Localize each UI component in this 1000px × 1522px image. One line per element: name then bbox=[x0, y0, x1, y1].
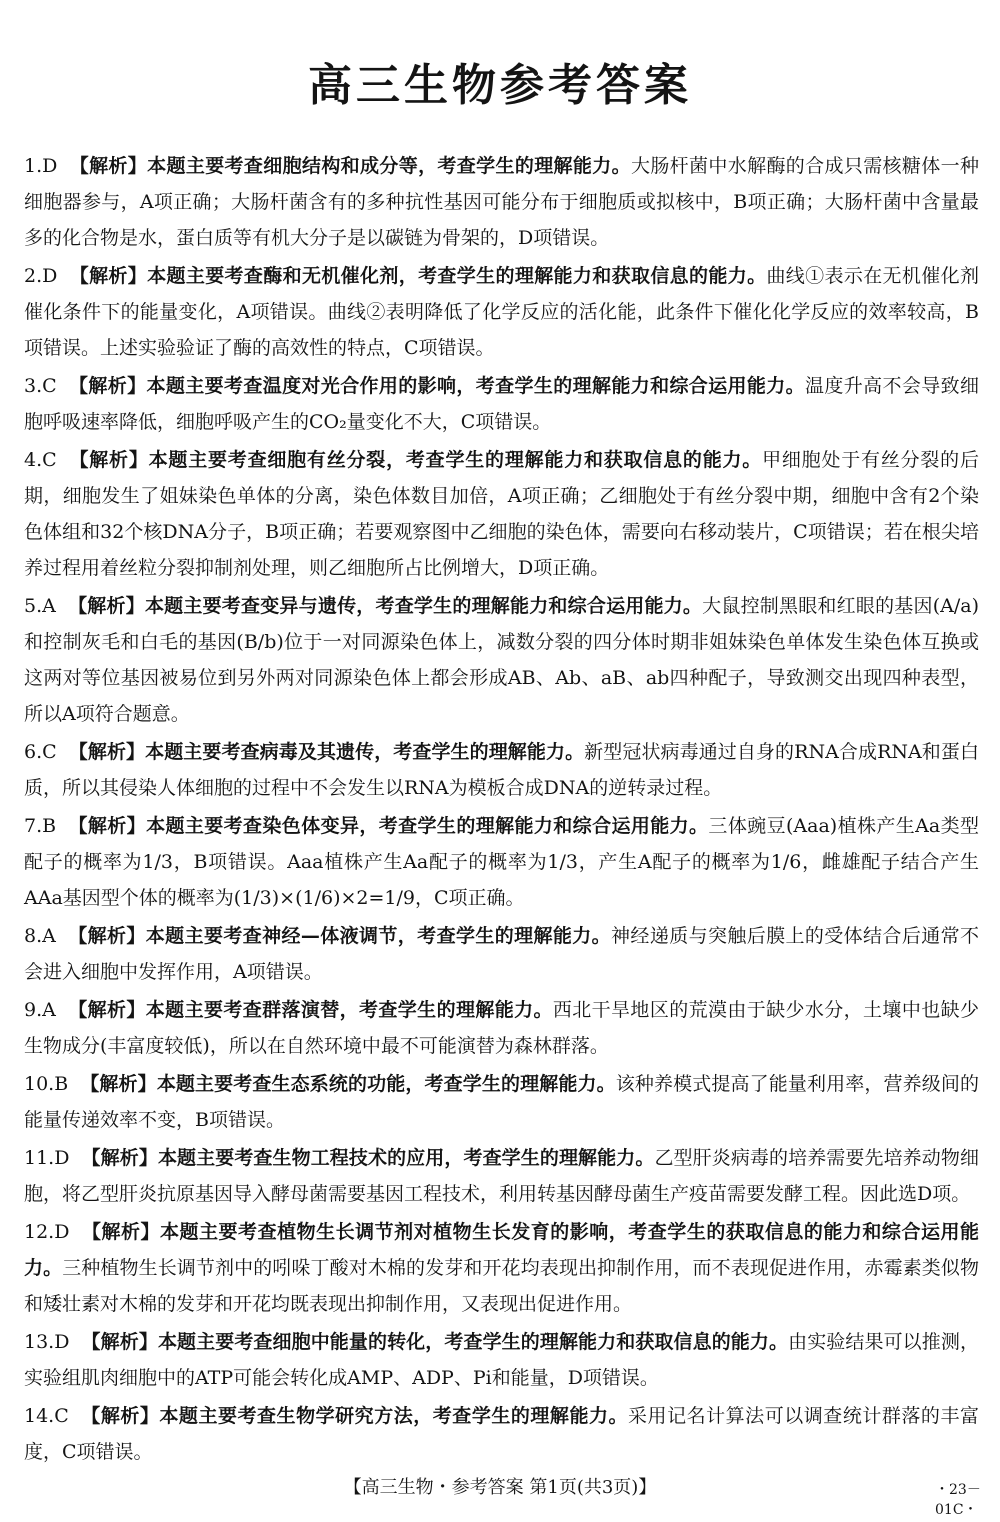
answer-list bbox=[24, 148, 979, 1472]
answer-item bbox=[24, 148, 979, 256]
analysis-tag: 【解析】 bbox=[68, 375, 147, 397]
analysis-tag: 【解析】 bbox=[68, 741, 146, 763]
analysis-summary: 本题主要考查生物学研究方法，考查学生的理解能力。 bbox=[159, 1405, 629, 1427]
analysis-summary: 本题主要考查细胞结构和成分等，考查学生的理解能力。 bbox=[147, 155, 631, 177]
analysis-tag: 【解析】 bbox=[68, 449, 149, 471]
analysis-tag: 【解析】 bbox=[67, 595, 145, 617]
answer-number: 7.B bbox=[24, 815, 57, 837]
answer-item bbox=[24, 734, 979, 806]
analysis-summary: 本题主要考查变异与遗传，考查学生的理解能力和综合运用能力。 bbox=[144, 595, 703, 617]
answer-item bbox=[24, 588, 979, 732]
analysis-text: 乙型肝炎病毒的培养需要先培养动物细胞，将乙型肝炎抗原基因导入酵母菌需要基因工程技术，利用转基因酵母菌生产疫苗需要发酵工程。因此选D项。 bbox=[24, 1147, 979, 1205]
page-footer: 【高三生物・参考答案 第1页(共3页)】 bbox=[343, 1477, 657, 1498]
analysis-summary: 本题主要考查细胞有丝分裂，考查学生的理解能力和获取信息的能力。 bbox=[148, 449, 763, 471]
analysis-text: 大鼠控制黑眼和红眼的基因(A/a)和控制灰毛和白毛的基因(B/b)位于一对同源染色体上，减数分裂的四分体时期非姐妹染色单体发生染色体互换或这两对等位基因被易位到另外两对同源染色体上都会形成AB、Ab、aB、ab四种配子，导致测交出现四种表型，所以A项符合题意。 bbox=[24, 595, 979, 725]
analysis-tag: 【解析】 bbox=[69, 155, 148, 177]
answer-item bbox=[24, 368, 979, 440]
analysis-tag: 【解析】 bbox=[81, 1221, 161, 1243]
answer-item bbox=[24, 918, 979, 990]
analysis-tag: 【解析】 bbox=[68, 815, 147, 837]
analysis-text: 甲细胞处于有丝分裂的后期，细胞发生了姐妹染色单体的分离，染色体数目加倍，A项正确；乙细胞处于有丝分裂中期，细胞中含有2个染色体组和32个核DNA分子，B项正确；若要观察图中乙细胞的染色体，需要向右移动装片，C项错误；若在根尖培养过程用着丝粒分裂抑制剂处理，则乙细胞所占比例增大，D项正确。 bbox=[24, 449, 980, 579]
answer-item bbox=[24, 992, 979, 1064]
answer-number: 5.A bbox=[24, 595, 56, 617]
analysis-summary: 本题主要考查生态系统的功能，考查学生的理解能力。 bbox=[156, 1073, 616, 1095]
analysis-text: 由实验结果可以推测，实验组肌肉细胞中的ATP可能会转化成AMP、ADP、Pi和能量，D项错误。 bbox=[24, 1331, 979, 1389]
analysis-text: 温度升高不会导致细胞呼吸速率降低，细胞呼吸产生的CO₂量变化不大，C项错误。 bbox=[24, 375, 979, 433]
answer-number: 6.C bbox=[24, 741, 57, 763]
answer-number: 9.A bbox=[24, 999, 56, 1021]
analysis-tag: 【解析】 bbox=[81, 1331, 158, 1353]
answer-number: 3.C bbox=[24, 375, 57, 397]
analysis-summary: 本题主要考查温度对光合作用的影响，考查学生的理解能力和综合运用能力。 bbox=[146, 375, 806, 397]
analysis-text: 采用记名计算法可以调查统计群落的丰富度，C项错误。 bbox=[24, 1405, 979, 1463]
analysis-text: 三体豌豆(Aaa)植株产生Aa类型配子的概率为1/3，B项错误。Aaa植株产生Aa配子的概率为1/3，产生A配子的概率为1/6，雌雄配子结合产生AAa基因型个体的概率为(1/3)×(1/6)×2=1/9，C项正确。 bbox=[24, 815, 979, 909]
answer-number: 13.D bbox=[24, 1331, 70, 1353]
analysis-tag: 【解析】 bbox=[81, 1147, 158, 1169]
analysis-tag: 【解析】 bbox=[80, 1073, 157, 1095]
analysis-summary: 本题主要考查神经—体液调节，考查学生的理解能力。 bbox=[145, 925, 612, 947]
answer-item bbox=[24, 1324, 979, 1396]
analysis-text: 神经递质与突触后膜上的受体结合后通常不会进入细胞中发挥作用，A项错误。 bbox=[24, 925, 979, 983]
page-code: ・23－01C・ bbox=[935, 1482, 981, 1518]
answer-item bbox=[24, 1066, 979, 1138]
answer-item bbox=[24, 1214, 979, 1322]
answer-number: 14.C bbox=[24, 1405, 69, 1427]
answer-number: 1.D bbox=[24, 155, 58, 177]
analysis-tag: 【解析】 bbox=[67, 999, 146, 1021]
analysis-text: 大肠杆菌中水解酶的合成只需核糖体一种细胞器参与，A项正确；大肠杆菌含有的多种抗性基因可能分布于细胞质或拟核中，B项正确；大肠杆菌中含量最多的化合物是水，蛋白质等有机大分子是以碳链为骨架的，D项错误。 bbox=[24, 155, 979, 249]
analysis-tag: 【解析】 bbox=[69, 265, 148, 287]
analysis-summary: 本题主要考查群落演替，考查学生的理解能力。 bbox=[145, 999, 553, 1021]
analysis-text: 三种植物生长调节剂中的吲哚丁酸对木棉的发芽和开花均表现出抑制作用，而不表现促进作用，赤霉素类似物和矮壮素对木棉的发芽和开花均既表现出抑制作用，又表现出促进作用。 bbox=[24, 1257, 979, 1315]
answer-number: 11.D bbox=[24, 1147, 70, 1169]
analysis-summary: 本题主要考查生物工程技术的应用，考查学生的理解能力。 bbox=[157, 1147, 655, 1169]
answer-item bbox=[24, 1398, 979, 1470]
answer-number: 10.B bbox=[24, 1073, 69, 1095]
analysis-tag: 【解析】 bbox=[67, 925, 146, 947]
analysis-summary: 本题主要考查病毒及其遗传，考查学生的理解能力。 bbox=[145, 741, 585, 763]
analysis-summary: 本题主要考查细胞中能量的转化，考查学生的理解能力和获取信息的能力。 bbox=[157, 1331, 789, 1353]
answer-item bbox=[24, 442, 979, 586]
answer-item bbox=[24, 258, 979, 366]
answer-item bbox=[24, 808, 979, 916]
analysis-summary: 本题主要考查染色体变异，考查学生的理解能力和综合运用能力。 bbox=[146, 815, 709, 837]
analysis-text: 西北干旱地区的荒漠由于缺少水分，土壤中也缺少生物成分(丰富度较低)，所以在自然环境中最不可能演替为森林群落。 bbox=[24, 999, 979, 1057]
analysis-text: 新型冠状病毒通过自身的RNA合成RNA和蛋白质，所以其侵染人体细胞的过程中不会发生以RNA为模板合成DNA的逆转录过程。 bbox=[24, 741, 979, 799]
answer-number: 4.C bbox=[24, 449, 57, 471]
answer-number: 12.D bbox=[24, 1221, 70, 1243]
answer-number: 8.A bbox=[24, 925, 56, 947]
page-title: 高三生物参考答案 bbox=[308, 60, 692, 111]
answer-item bbox=[24, 1140, 979, 1212]
analysis-summary: 本题主要考查植物生长调节剂对植物生长发育的影响，考查学生的获取信息的能力和综合运用能力。 bbox=[24, 1221, 979, 1279]
analysis-tag: 【解析】 bbox=[80, 1405, 160, 1427]
analysis-text: 曲线①表示在无机催化剂催化条件下的能量变化，A项错误。曲线②表明降低了化学反应的活化能，此条件下催化化学反应的效率较高，B项错误。上述实验验证了酶的高效性的特点，C项错误。 bbox=[24, 265, 979, 359]
analysis-summary: 本题主要考查酶和无机催化剂，考查学生的理解能力和获取信息的能力。 bbox=[147, 265, 767, 287]
answer-number: 2.D bbox=[24, 265, 58, 287]
analysis-text: 该种养模式提高了能量利用率，营养级间的能量传递效率不变，B项错误。 bbox=[24, 1073, 979, 1131]
